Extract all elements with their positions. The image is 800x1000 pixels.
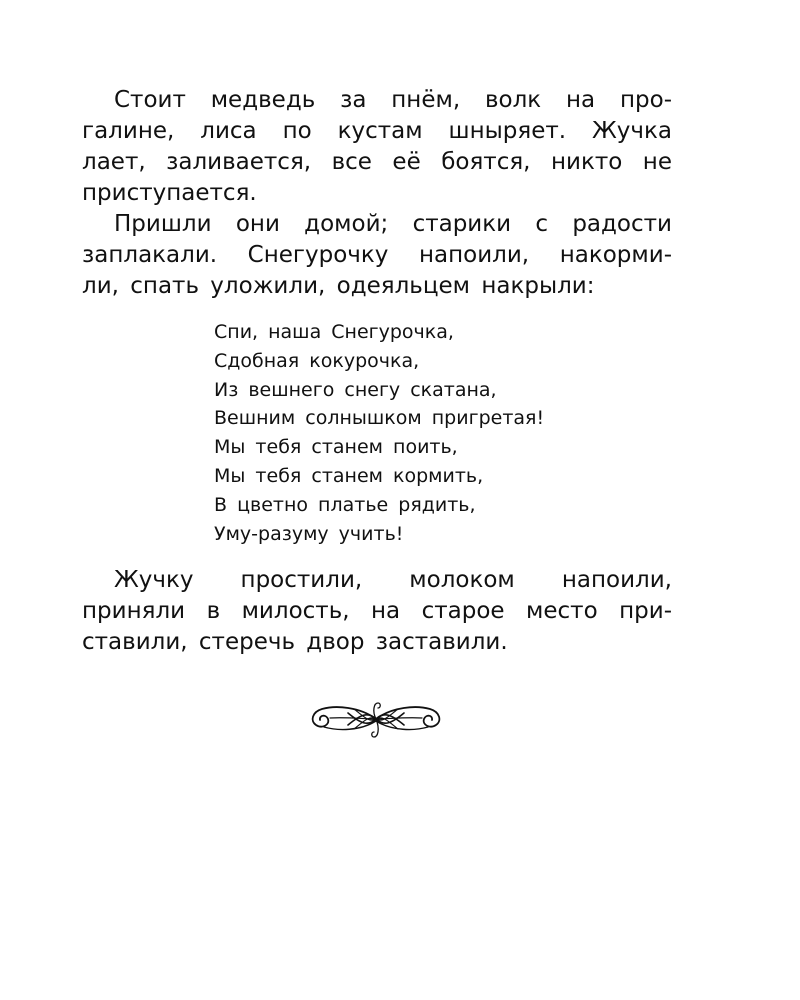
text-line: Жучку простили, молоком напоили, (114, 567, 672, 593)
poem-line: Сдобная кокурочка, (214, 349, 420, 372)
paragraph-1 (82, 85, 672, 209)
poem-verse (214, 318, 544, 548)
poem-line: Спи, наша Снегурочка, (214, 321, 454, 343)
paragraph-3 (82, 565, 672, 658)
poem-line: Мы тебя станем кормить, (214, 464, 484, 487)
text-line: лает, заливается, все её боятся, никто не (82, 149, 672, 175)
poem-line: Из вешнего снегу скатана, (214, 378, 497, 401)
poem-line: В цветно платье рядить, (214, 493, 476, 516)
text-line: Стоит медведь за пнём, волк на про- (114, 87, 672, 113)
flourish-ornament-icon (308, 697, 444, 745)
text-line: ли, спать уложили, одеяльцем накрыли: (82, 273, 595, 299)
poem-line: Мы тебя станем поить, (214, 436, 458, 459)
poem-line: Уму-разуму учить! (214, 522, 404, 545)
text-line: галине, лиса по кустам шныряет. Жучка (82, 118, 672, 144)
poem-line: Вешним солнышком пригретая! (214, 407, 545, 430)
paragraph-2 (82, 209, 672, 302)
text-line: ставили, стеречь двор заставили. (82, 629, 508, 655)
text-line: заплакали. Снегурочку напоили, накорми- (82, 242, 672, 268)
text-line: приступается. (82, 180, 257, 206)
text-line: Пришли они домой; старики с радости (114, 211, 672, 237)
text-line: приняли в милость, на старое место при- (82, 598, 672, 624)
